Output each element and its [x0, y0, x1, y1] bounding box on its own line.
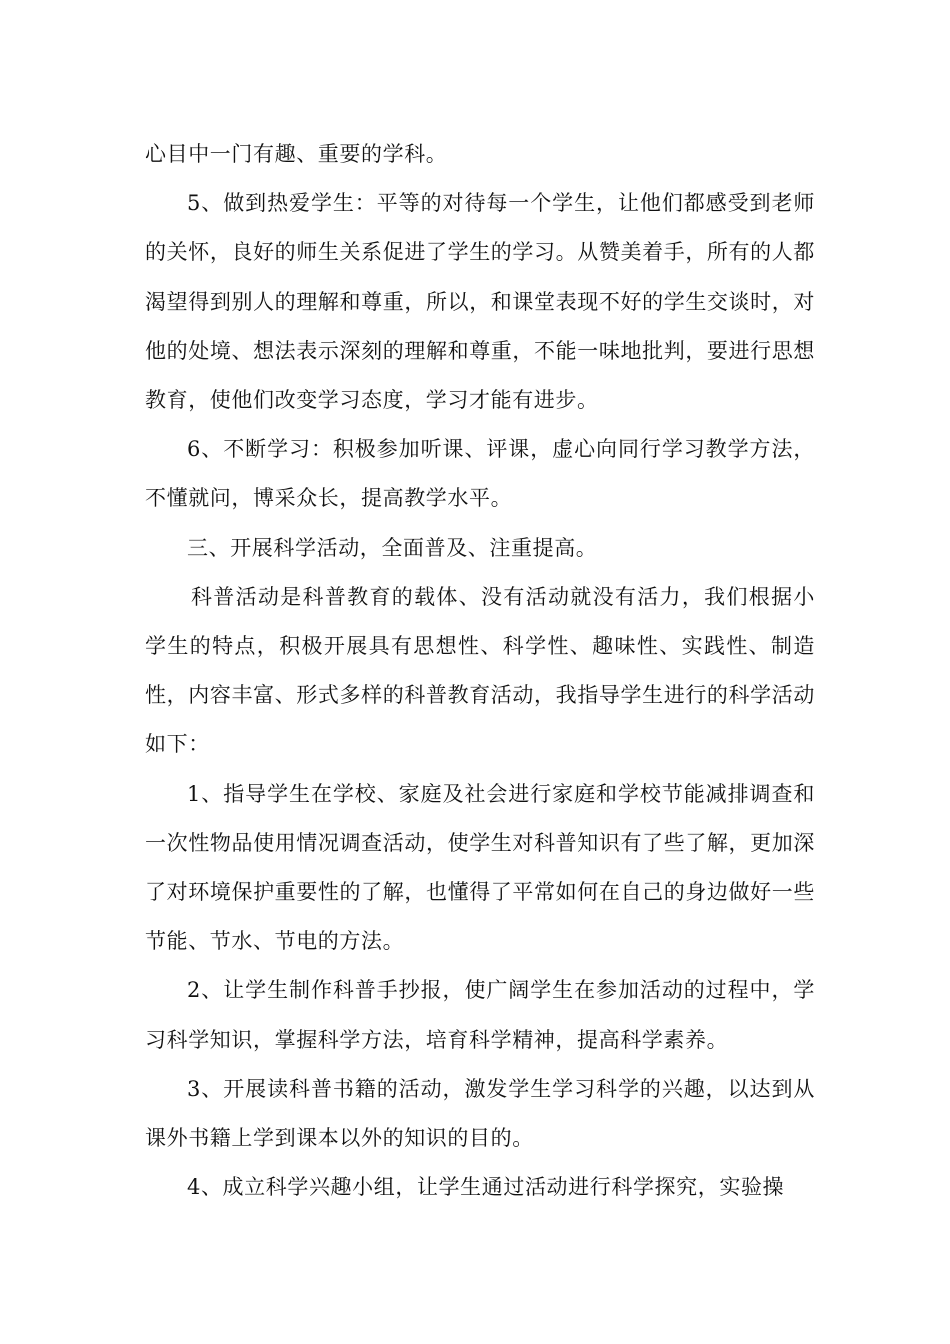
paragraph-item-5: 5、做到热爱学生：平等的对待每一个学生，让他们都感受到老师的关怀，良好的师生关系促进了学生的学习。从赞美着手，所有的人都渴望得到别人的理解和尊重，所以，和课堂表现不好的学生交谈时，对他的处境、想法表示深刻的理解和尊重，不能一味地批判，要进行思想教育，使他们改变学习态度，学习才能有进步。 [145, 191, 815, 413]
paragraph-activity-4: 4、成立科学兴趣小组，让学生通过活动进行科学探究，实验操 [187, 1175, 785, 1200]
section-heading-3: 三、开展科学活动，全面普及、注重提高。 [187, 535, 598, 560]
paragraph-activity-3: 3、开展读科普书籍的活动，激发学生学习科学的兴趣，以达到从课外书籍上学到课本以外的知识的目的。 [145, 1076, 815, 1151]
document-body [145, 130, 815, 1212]
paragraph-activity-1: 1、指导学生在学校、家庭及社会进行家庭和学校节能减排调查和一次性物品使用情况调查活动，使学生对科普知识有了些了解，更加深了对环境保护重要性的了解，也懂得了平常如何在自己的身边做好一些节能、节水、节电的方法。 [145, 781, 815, 954]
paragraph-item-6: 6、不断学习：积极参加听课、评课，虚心向同行学习教学方法，不懂就问，博采众长，提高教学水平。 [145, 437, 815, 511]
paragraph-continuation: 心目中一门有趣、重要的学科。 [145, 142, 448, 166]
paragraph-activity-2: 2、让学生制作科普手抄报，使广阔学生在参加活动的过程中，学习科学知识，掌握科学方法，培育科学精神，提高科学素养。 [145, 978, 815, 1052]
paragraph-intro: 科普活动是科普教育的载体、没有活动就没有活力，我们根据小学生的特点，积极开展具有思想性、科学性、趣味性、实践性、制造性，内容丰富、形式多样的科普教育活动，我指导学生进行的科学活动如下： [145, 584, 815, 757]
